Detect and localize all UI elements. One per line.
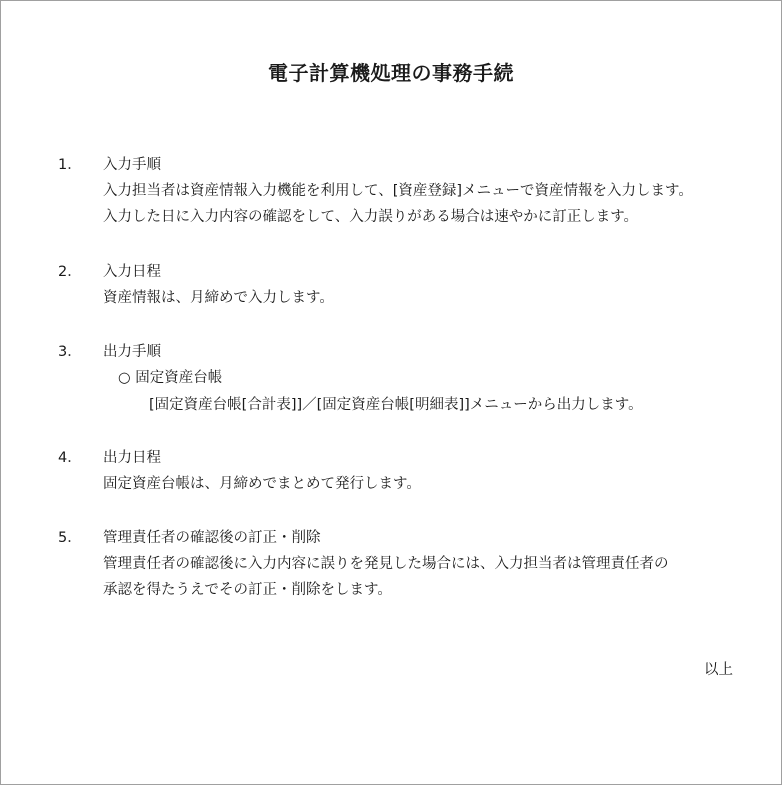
section-4-number: 4． <box>58 450 82 466</box>
section-3-number: 3． <box>58 344 82 360</box>
section-5-number: 5． <box>58 530 82 546</box>
section-3-sub-body: [固定資産台帳[合計表]]／[固定資産台帳[明細表]]メニューから出力します。 <box>149 397 643 413</box>
section-4-body-line-1: 固定資産台帳は、月締めでまとめて発行します。 <box>103 476 421 492</box>
section-2-heading: 入力日程 <box>103 264 161 280</box>
section-3-sub-item: ○ 固定資産台帳 <box>118 370 223 386</box>
document-title: 電子計算機処理の事務手続 <box>268 61 514 85</box>
section-5-body-line-1: 管理責任者の確認後に入力内容に誤りを発見した場合には、入力担当者は管理責任者の <box>103 556 669 572</box>
section-5-body-line-2: 承認を得たうえでその訂正・削除をします。 <box>103 582 392 598</box>
section-1-body-line-1: 入力担当者は資産情報入力機能を利用して、[資産登録]メニューで資産情報を入力します。 <box>103 183 693 199</box>
section-2-body-line-1: 資産情報は、月締めで入力します。 <box>103 290 334 306</box>
closing-remark: 以上 <box>704 662 733 678</box>
section-4-heading: 出力日程 <box>103 450 161 466</box>
section-2-number: 2． <box>58 264 82 280</box>
section-1-number: 1． <box>58 157 82 173</box>
section-5-heading: 管理責任者の確認後の訂正・削除 <box>103 530 321 546</box>
section-3-heading: 出力手順 <box>103 344 161 360</box>
section-1-heading: 入力手順 <box>103 157 161 173</box>
section-1-body-line-2: 入力した日に入力内容の確認をして、入力誤りがある場合は速やかに訂正します。 <box>103 209 639 225</box>
